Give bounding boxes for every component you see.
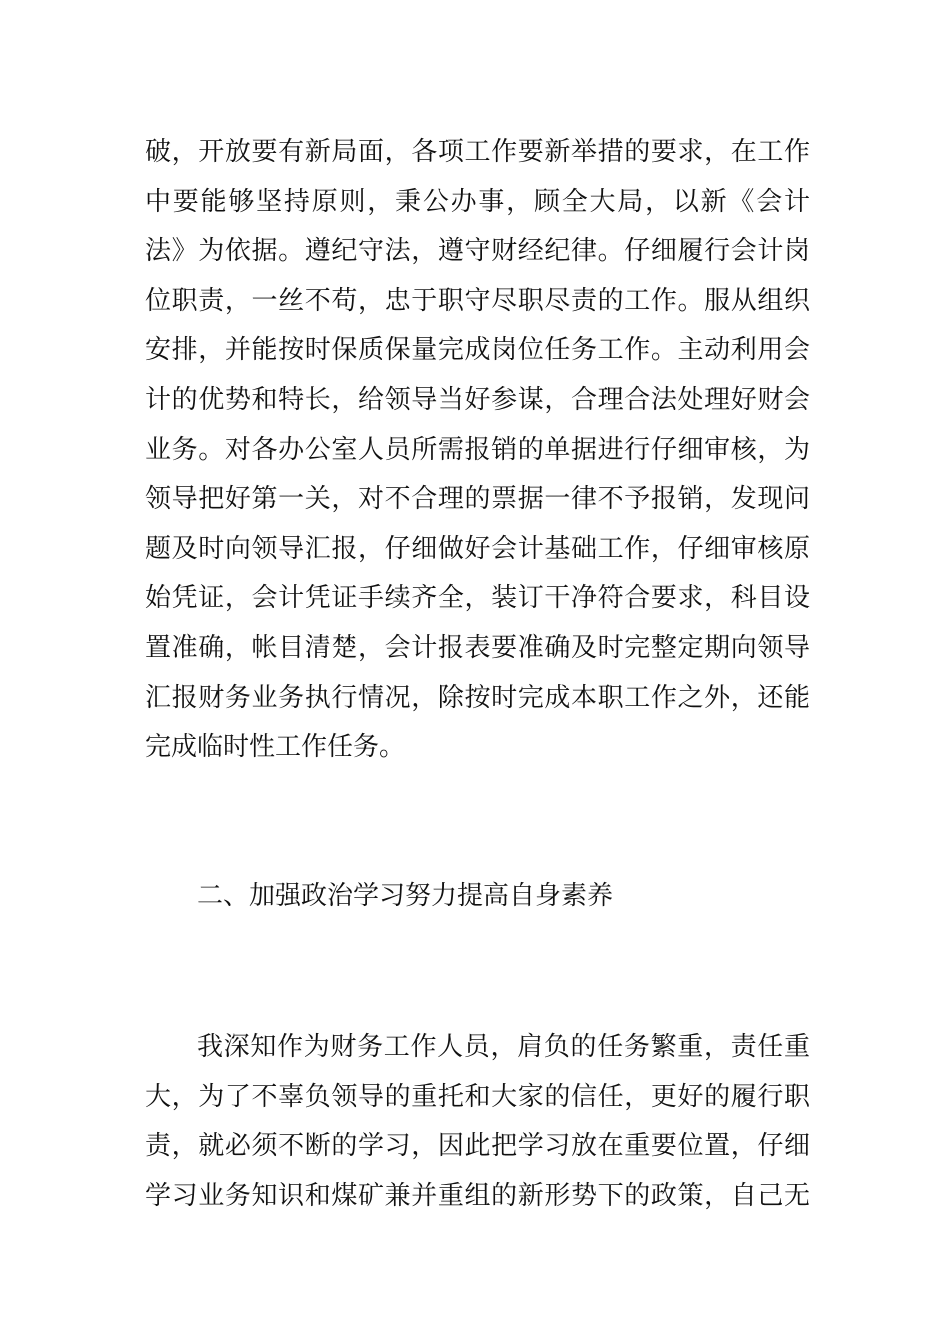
paragraph-line: 始凭证，会计凭证手续齐全，装订干净符合要求，科目设 [145, 583, 810, 614]
paragraph-line: 题及时向领导汇报，仔细做好会计基础工作，仔细审核原 [145, 533, 810, 564]
paragraph-line: 大，为了不辜负领导的重托和大家的信任，更好的履行职 [145, 1081, 810, 1112]
paragraph-line: 业务。对各办公室人员所需报销的单据进行仔细审核，为 [145, 434, 810, 465]
section-heading: 二、加强政治学习努力提高自身素养 [197, 881, 614, 911]
paragraph-line: 位职责，一丝不苟，忠于职守尽职尽责的工作。服从组织 [145, 285, 810, 316]
paragraph-line: 学习业务知识和煤矿兼并重组的新形势下的政策，自己无 [145, 1180, 810, 1211]
paragraph-line: 完成临时性工作任务。 [145, 732, 406, 763]
paragraph-line: 我深知作为财务工作人员，肩负的任务繁重，责任重 [197, 1032, 810, 1062]
paragraph-line: 法》为依据。遵纪守法，遵守财经纪律。仔细履行会计岗 [145, 236, 810, 267]
paragraph-line: 计的优势和特长，给领导当好参谋，合理合法处理好财会 [145, 384, 810, 415]
paragraph-line: 安排，并能按时保质保量完成岗位任务工作。主动利用会 [145, 335, 810, 366]
paragraph-line: 汇报财务业务执行情况，除按时完成本职工作之外，还能 [145, 682, 810, 713]
paragraph-line: 领导把好第一关，对不合理的票据一律不予报销，发现问 [145, 484, 810, 515]
paragraph-line: 破，开放要有新局面，各项工作要新举措的要求，在工作 [145, 137, 810, 167]
paragraph-line: 责，就必须不断的学习，因此把学习放在重要位置，仔细 [145, 1131, 810, 1162]
paragraph-1 [145, 128, 810, 773]
paragraph-line: 中要能够坚持原则，秉公办事，顾全大局，以新《会计 [145, 186, 810, 217]
paragraph-2 [145, 1023, 810, 1221]
paragraph-line: 置准确，帐目清楚，会计报表要准确及时完整定期向领导 [145, 632, 810, 663]
